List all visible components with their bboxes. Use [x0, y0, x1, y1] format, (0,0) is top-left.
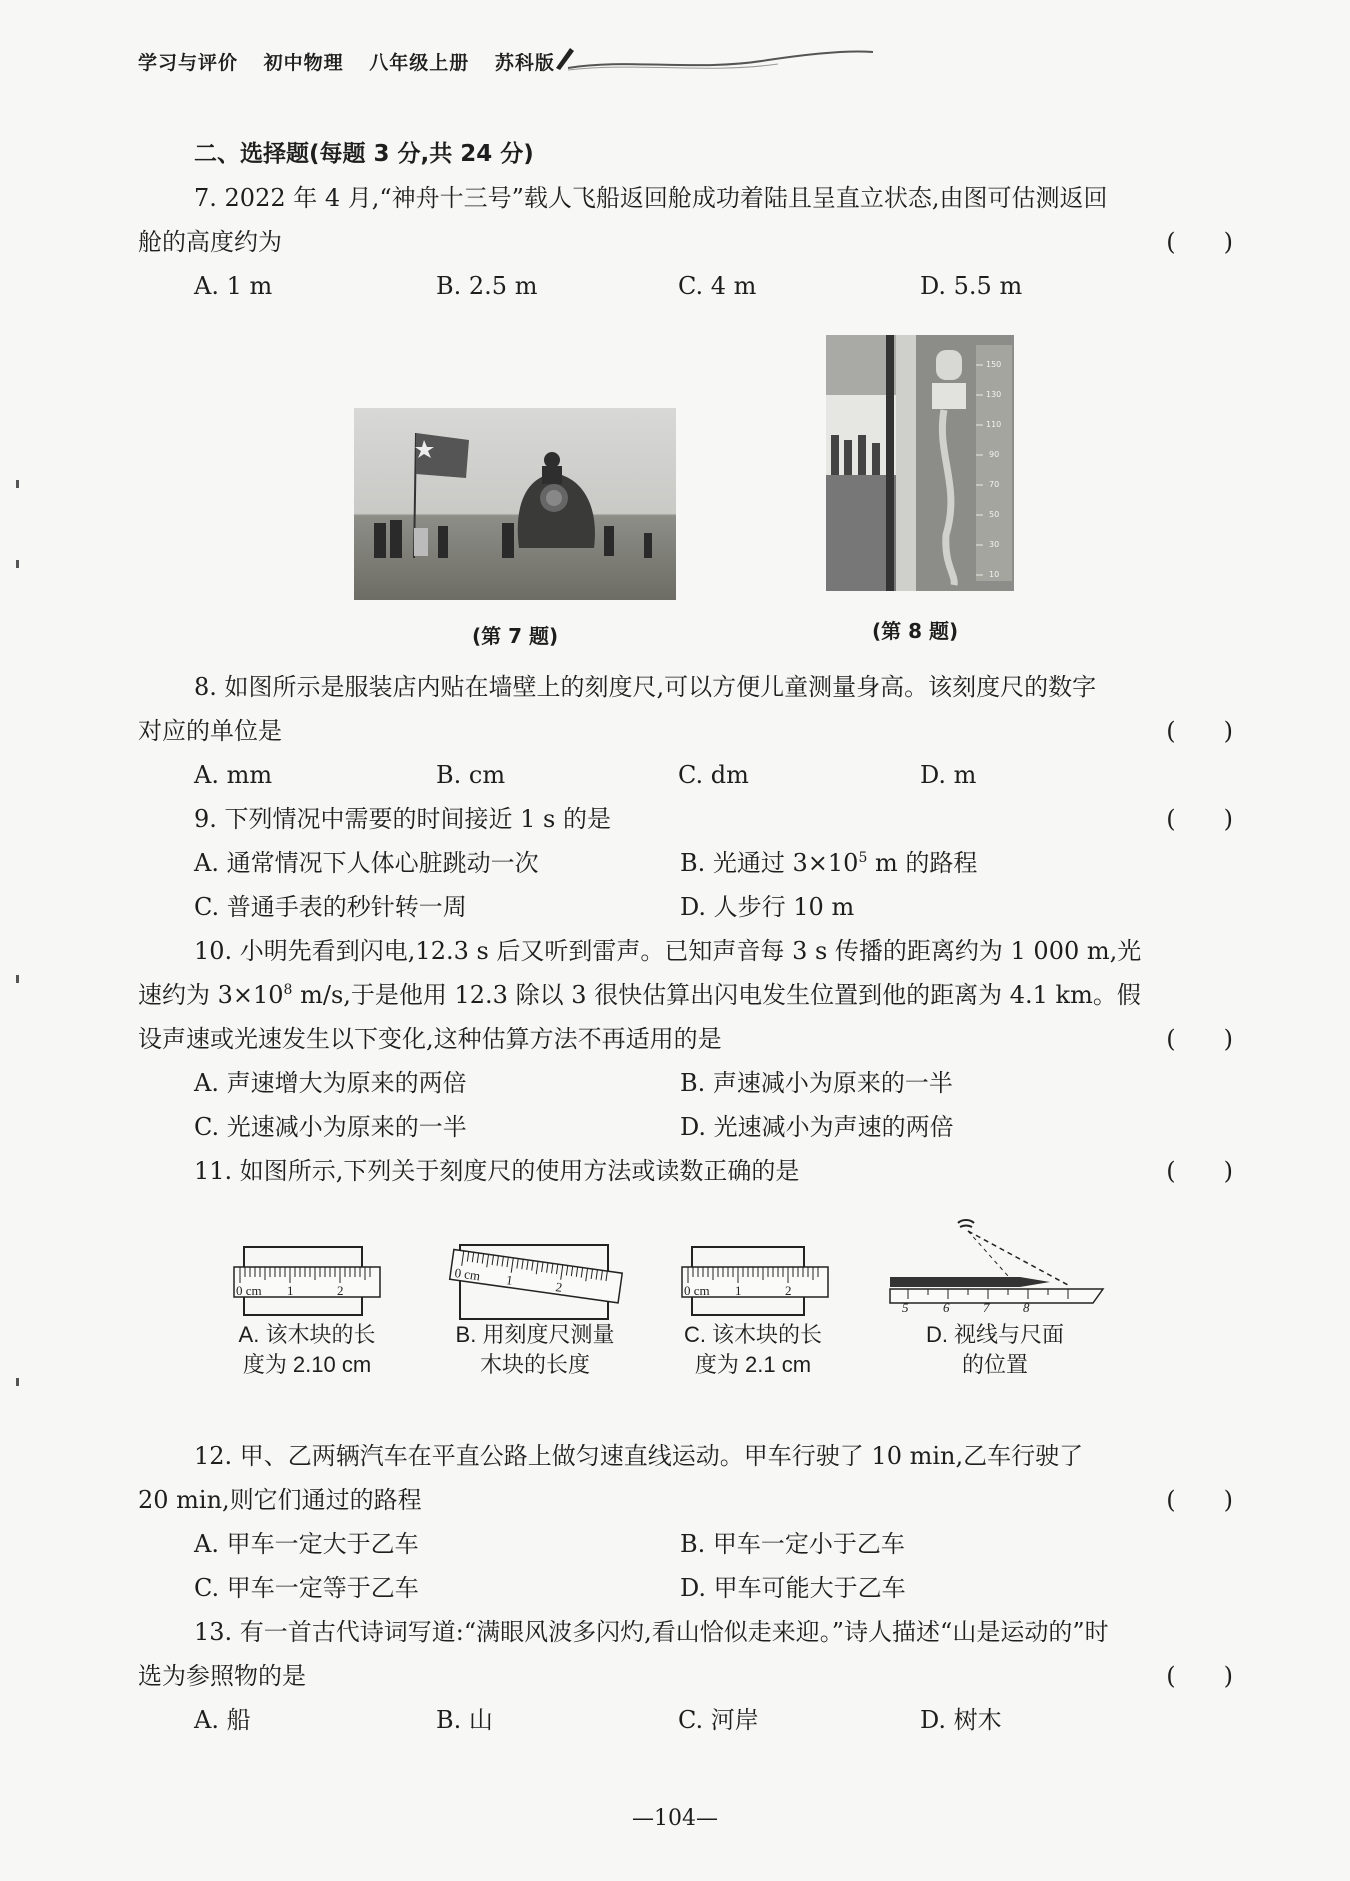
q9-option-b-post: m 的路程	[867, 849, 978, 877]
q10-option-d: D. 光速减小为声速的两倍	[680, 1113, 954, 1141]
q9-option-b	[680, 841, 1166, 885]
q8-stem-text: 对应的单位是	[138, 717, 282, 745]
q10-option-c: C. 光速减小为原来的一半	[194, 1113, 467, 1141]
q11-caption-b	[440, 1320, 630, 1380]
q12-stem-text: 20 min,则它们通过的路程	[138, 1486, 422, 1514]
header-series: 学习与评价	[138, 52, 239, 74]
q11-caption-d-line2: 的位置	[961, 1352, 1028, 1377]
q12-options-row1	[138, 1522, 1233, 1566]
q11-caption-c-line2: 度为 2.1 cm	[694, 1352, 812, 1377]
ruler-tick-label: 110	[986, 420, 1002, 429]
pen-swoosh-icon	[548, 38, 878, 78]
q8-stem-line2	[138, 709, 1233, 753]
q12-stem-line1: 12. 甲、乙两辆汽车在平直公路上做匀速直线运动。甲车行驶了 10 min,乙车行驶了	[194, 1442, 1084, 1470]
q12-option-a: A. 甲车一定大于乙车	[194, 1530, 419, 1558]
q13-stem-line1: 13. 有一首古代诗词写道:“满眼风波多闪灼,看山恰似走来迎。”诗人描述“山是运动的”时	[194, 1618, 1109, 1646]
q11-caption-b-line2: 木块的长度	[479, 1352, 590, 1377]
q8-option-c: C. dm	[678, 761, 749, 789]
questions-top	[138, 132, 1233, 308]
q12-option-d: D. 甲车可能大于乙车	[680, 1574, 906, 1602]
ruler-c-label: 1	[735, 1283, 742, 1298]
q10-options-row1	[138, 1061, 1233, 1105]
ruler-b-label: 2	[554, 1279, 564, 1295]
q7-stem-line2	[138, 220, 1233, 264]
q7-option-c: C. 4 m	[678, 272, 757, 300]
ruler-tick-label: 50	[989, 510, 1000, 519]
q8-options	[138, 753, 1233, 797]
q10-stem-text: 设声速或光速发生以下变化,这种估算方法不再适用的是	[138, 1025, 722, 1053]
ruler-figure-a	[232, 1245, 382, 1317]
answer-blank: ( )	[1166, 228, 1233, 256]
q10-stem-line2	[138, 973, 1233, 1017]
ruler-a-label: 2	[337, 1283, 344, 1298]
q11-stem-text: 11. 如图所示,下列关于刻度尺的使用方法或读数正确的是	[194, 1157, 800, 1185]
ruler-d-label: 5	[902, 1300, 909, 1315]
q11-caption-d	[910, 1320, 1080, 1380]
q13-option-d: D. 树木	[920, 1706, 1002, 1734]
q8-option-d: D. m	[920, 761, 977, 789]
q7-options	[138, 264, 1233, 308]
q11-caption-c	[668, 1320, 838, 1380]
ruler-c-label: 0 cm	[684, 1283, 710, 1298]
q13-stem-text: 选为参照物的是	[138, 1662, 306, 1690]
q11-caption-a	[222, 1320, 392, 1380]
questions-bottom	[138, 1434, 1233, 1742]
q9-option-a: A. 通常情况下人体心脏跳动一次	[194, 849, 539, 877]
figure-8-caption: (第 8 题)	[872, 619, 959, 643]
q7-option-a: A. 1 m	[194, 272, 273, 300]
header-grade: 八年级上册	[369, 52, 470, 74]
q10-stem-line1: 10. 小明先看到闪电,12.3 s 后又听到雷声。已知声音每 3 s 传播的距离约为 1 000 m,光	[194, 937, 1142, 965]
ruler-a-label: 1	[287, 1283, 294, 1298]
q9-stem	[138, 797, 1233, 841]
q11-caption-d-line1: D. 视线与尺面	[925, 1322, 1065, 1347]
q10-options-row2	[138, 1105, 1233, 1149]
ruler-figure-b	[444, 1243, 626, 1323]
ruler-b-label: 0 cm	[453, 1264, 482, 1284]
q10-option-b: B. 声速减小为原来的一半	[680, 1069, 953, 1097]
answer-blank: ( )	[1166, 1662, 1233, 1690]
q7-option-d: D. 5.5 m	[920, 272, 1023, 300]
q9-stem-text: 9. 下列情况中需要的时间接近 1 s 的是	[194, 805, 611, 833]
q9-option-c: C. 普通手表的秒针转一周	[194, 893, 467, 921]
q8-option-a: A. mm	[194, 761, 273, 789]
page-number: —104—	[632, 1806, 718, 1831]
q10-line2-pre: 速约为 3×10	[138, 981, 284, 1009]
q7-stem-line1: 7. 2022 年 4 月,“神舟十三号”载人飞船返回舱成功着陆且呈直立状态,由图可估测返回	[194, 184, 1108, 212]
ruler-figure-c	[680, 1245, 830, 1317]
q9-option-b-exp: 5	[858, 850, 868, 866]
q13-option-c: C. 河岸	[678, 1706, 759, 1734]
ruler-tick-label: 70	[989, 480, 1000, 489]
q9-option-b-pre: B. 光通过 3×10	[680, 849, 859, 877]
q9-options-row1	[138, 841, 1233, 885]
answer-blank: ( )	[1166, 805, 1233, 833]
q11-caption-c-line1: C. 该木块的长	[683, 1322, 823, 1347]
header-subject: 初中物理	[263, 52, 344, 74]
answer-blank: ( )	[1166, 1157, 1233, 1185]
q11-stem	[138, 1149, 1233, 1193]
figure-7-caption: (第 7 题)	[472, 624, 559, 648]
q10-option-a: A. 声速增大为原来的两倍	[194, 1069, 467, 1097]
q9-options-row2	[138, 885, 1233, 929]
q8-option-b: B. cm	[436, 761, 506, 789]
q12-option-c: C. 甲车一定等于乙车	[194, 1574, 419, 1602]
q13-stem-line2	[138, 1654, 1233, 1698]
q13-option-b: B. 山	[436, 1706, 493, 1734]
q12-options-row2	[138, 1566, 1233, 1610]
q7-stem-text: 舱的高度约为	[138, 228, 282, 256]
margin-mark	[16, 975, 19, 983]
q11-figures	[0, 1215, 1350, 1435]
capsule-landing-photo	[354, 408, 676, 600]
ruler-b-label: 1	[505, 1272, 514, 1288]
q11-caption-a-line1: A. 该木块的长	[238, 1322, 376, 1347]
ruler-tick-label: 130	[986, 390, 1002, 399]
ruler-tick-label: 30	[989, 540, 1000, 549]
page-header	[138, 48, 573, 75]
eye-icon	[958, 1220, 974, 1227]
ruler-a-label: 0 cm	[236, 1283, 262, 1298]
ruler-d-label: 7	[983, 1300, 990, 1315]
ruler-tick-label: 90	[989, 450, 1000, 459]
q11-caption-b-line1: B. 用刻度尺测量	[455, 1322, 615, 1347]
questions-middle	[138, 665, 1233, 1193]
q10-stem-line3	[138, 1017, 1233, 1061]
q10-line2-exp: 8	[283, 982, 293, 998]
height-chart-photo	[826, 335, 1014, 591]
q13-option-a: A. 船	[194, 1706, 251, 1734]
q7-option-b: B. 2.5 m	[436, 272, 538, 300]
ruler-c-label: 2	[785, 1283, 792, 1298]
answer-blank: ( )	[1166, 1486, 1233, 1514]
ruler-figure-d	[888, 1215, 1113, 1315]
q8-stem-line1: 8. 如图所示是服装店内贴在墙壁上的刻度尺,可以方便儿童测量身高。该刻度尺的数字	[194, 673, 1097, 701]
q13-options	[138, 1698, 1233, 1742]
ruler-tick-label: 150	[986, 360, 1002, 369]
q9-option-d: D. 人步行 10 m	[680, 893, 855, 921]
section-title: 二、选择题(每题 3 分,共 24 分)	[194, 141, 534, 167]
ruler-tick-label: 10	[989, 570, 1000, 579]
q11-caption-a-line2: 度为 2.10 cm	[242, 1352, 372, 1377]
q12-stem-line2	[138, 1478, 1233, 1522]
q10-line2-post: m/s,于是他用 12.3 除以 3 很快估算出闪电发生位置到他的距离为 4.1 km。假	[292, 981, 1141, 1009]
answer-blank: ( )	[1166, 717, 1233, 745]
answer-blank: ( )	[1166, 1025, 1233, 1053]
ruler-d-label: 8	[1023, 1300, 1030, 1315]
header-edition: 苏科版	[494, 52, 555, 74]
q12-option-b: B. 甲车一定小于乙车	[680, 1530, 905, 1558]
ruler-d-label: 6	[943, 1300, 950, 1315]
figures-q7-q8	[0, 335, 1350, 655]
